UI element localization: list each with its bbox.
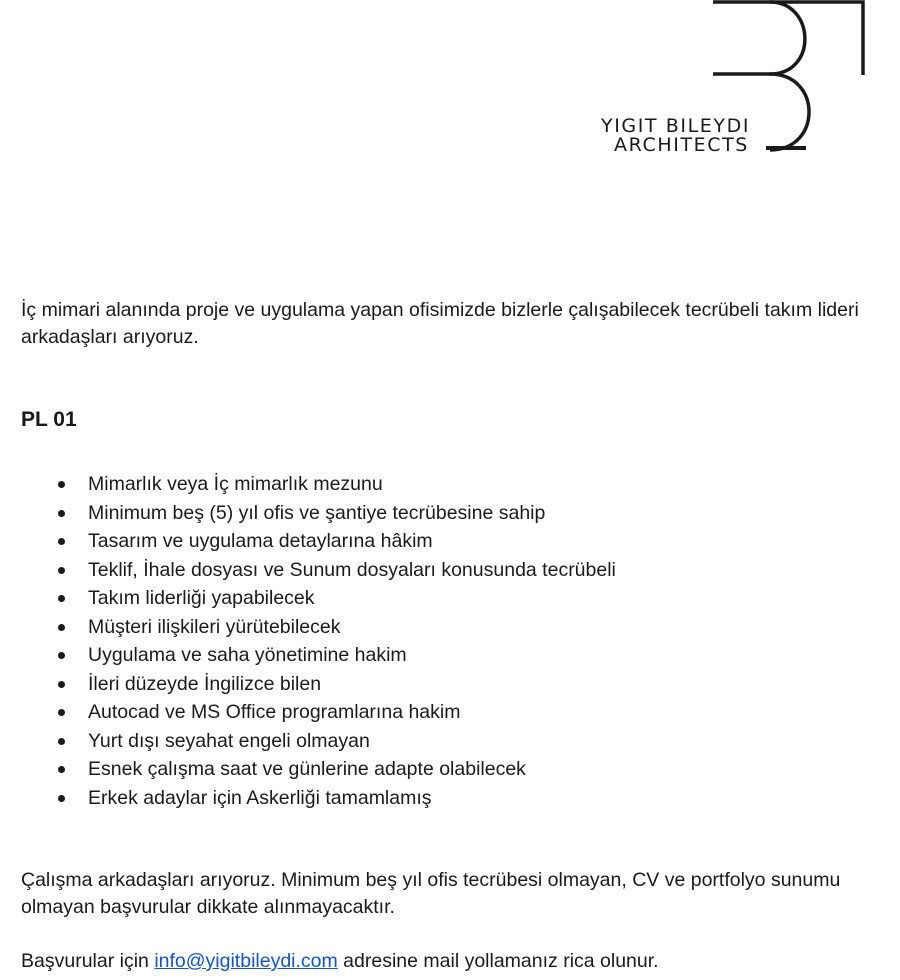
requirement-text: Tasarım ve uygulama detaylarına hâkim bbox=[88, 530, 433, 552]
logo-company-name: YIGIT BILEYDI bbox=[601, 115, 751, 137]
company-logo bbox=[590, 0, 870, 160]
requirement-text: Takım liderliği yapabilecek bbox=[88, 587, 315, 609]
list-item bbox=[0, 470, 616, 499]
bullet-icon bbox=[58, 681, 65, 688]
list-item bbox=[0, 698, 616, 727]
application-note bbox=[21, 948, 659, 975]
email-link[interactable]: info@yigitbileydi.com bbox=[154, 950, 338, 972]
list-item bbox=[0, 613, 616, 642]
list-item bbox=[0, 527, 616, 556]
application-prefix: Başvurular için bbox=[21, 950, 155, 972]
requirement-text: İleri düzeyde İngilizce bilen bbox=[88, 672, 322, 695]
requirements-list bbox=[0, 470, 616, 812]
list-item bbox=[0, 584, 616, 613]
list-item bbox=[0, 670, 616, 699]
bullet-icon bbox=[58, 652, 65, 659]
application-suffix: adresine mail yollamanız rica olunur. bbox=[337, 950, 659, 972]
bullet-icon bbox=[58, 709, 65, 716]
requirement-text: Yurt dışı seyahat engeli olmayan bbox=[88, 729, 370, 752]
list-item bbox=[0, 755, 616, 784]
bullet-icon bbox=[58, 795, 65, 802]
list-item bbox=[0, 727, 616, 756]
bullet-icon bbox=[58, 510, 65, 517]
bullet-icon bbox=[58, 595, 65, 602]
bullet-icon bbox=[58, 624, 65, 631]
requirement-text: Erkek adaylar için Askerliği tamamlamış bbox=[88, 786, 432, 809]
bullet-icon bbox=[58, 538, 65, 545]
requirement-text: Minimum beş (5) yıl ofis ve şantiye tecrübesine sahip bbox=[88, 501, 546, 524]
list-item bbox=[0, 784, 616, 813]
closing-paragraph: Çalışma arkadaşları arıyoruz. Minimum beş yıl ofis tecrübesi olmayan, CV ve portfolyo sunumu olmayan başvurular dikkate alınmayacaktır. bbox=[21, 869, 841, 918]
bullet-icon bbox=[58, 738, 65, 745]
logo-company-subtitle: ARCHITECTS bbox=[614, 134, 749, 156]
requirement-text: Esnek çalışma saat ve günlerine adapte olabilecek bbox=[88, 758, 526, 780]
requirement-text: Autocad ve MS Office programlarına hakim bbox=[88, 701, 461, 723]
requirement-text: Müşteri ilişkileri yürütebilecek bbox=[88, 615, 341, 638]
position-code-heading: PL 01 bbox=[21, 408, 77, 431]
bullet-icon bbox=[58, 481, 65, 488]
requirement-text: Uygulama ve saha yönetimine hakim bbox=[88, 644, 407, 666]
list-item bbox=[0, 641, 616, 670]
requirement-text: Teklif, İhale dosyası ve Sunum dosyaları konusunda tecrübeli bbox=[88, 558, 616, 581]
intro-paragraph: İç mimari alanında proje ve uygulama yapan ofisimizde bizlerle çalışabilecek tecrübeli takım lideri arkadaşları arıyoruz. bbox=[21, 299, 859, 348]
list-item bbox=[0, 556, 616, 585]
bullet-icon bbox=[58, 567, 65, 574]
list-item bbox=[0, 499, 616, 528]
bullet-icon bbox=[58, 766, 65, 773]
requirement-text: Mimarlık veya İç mimarlık mezunu bbox=[88, 473, 383, 495]
